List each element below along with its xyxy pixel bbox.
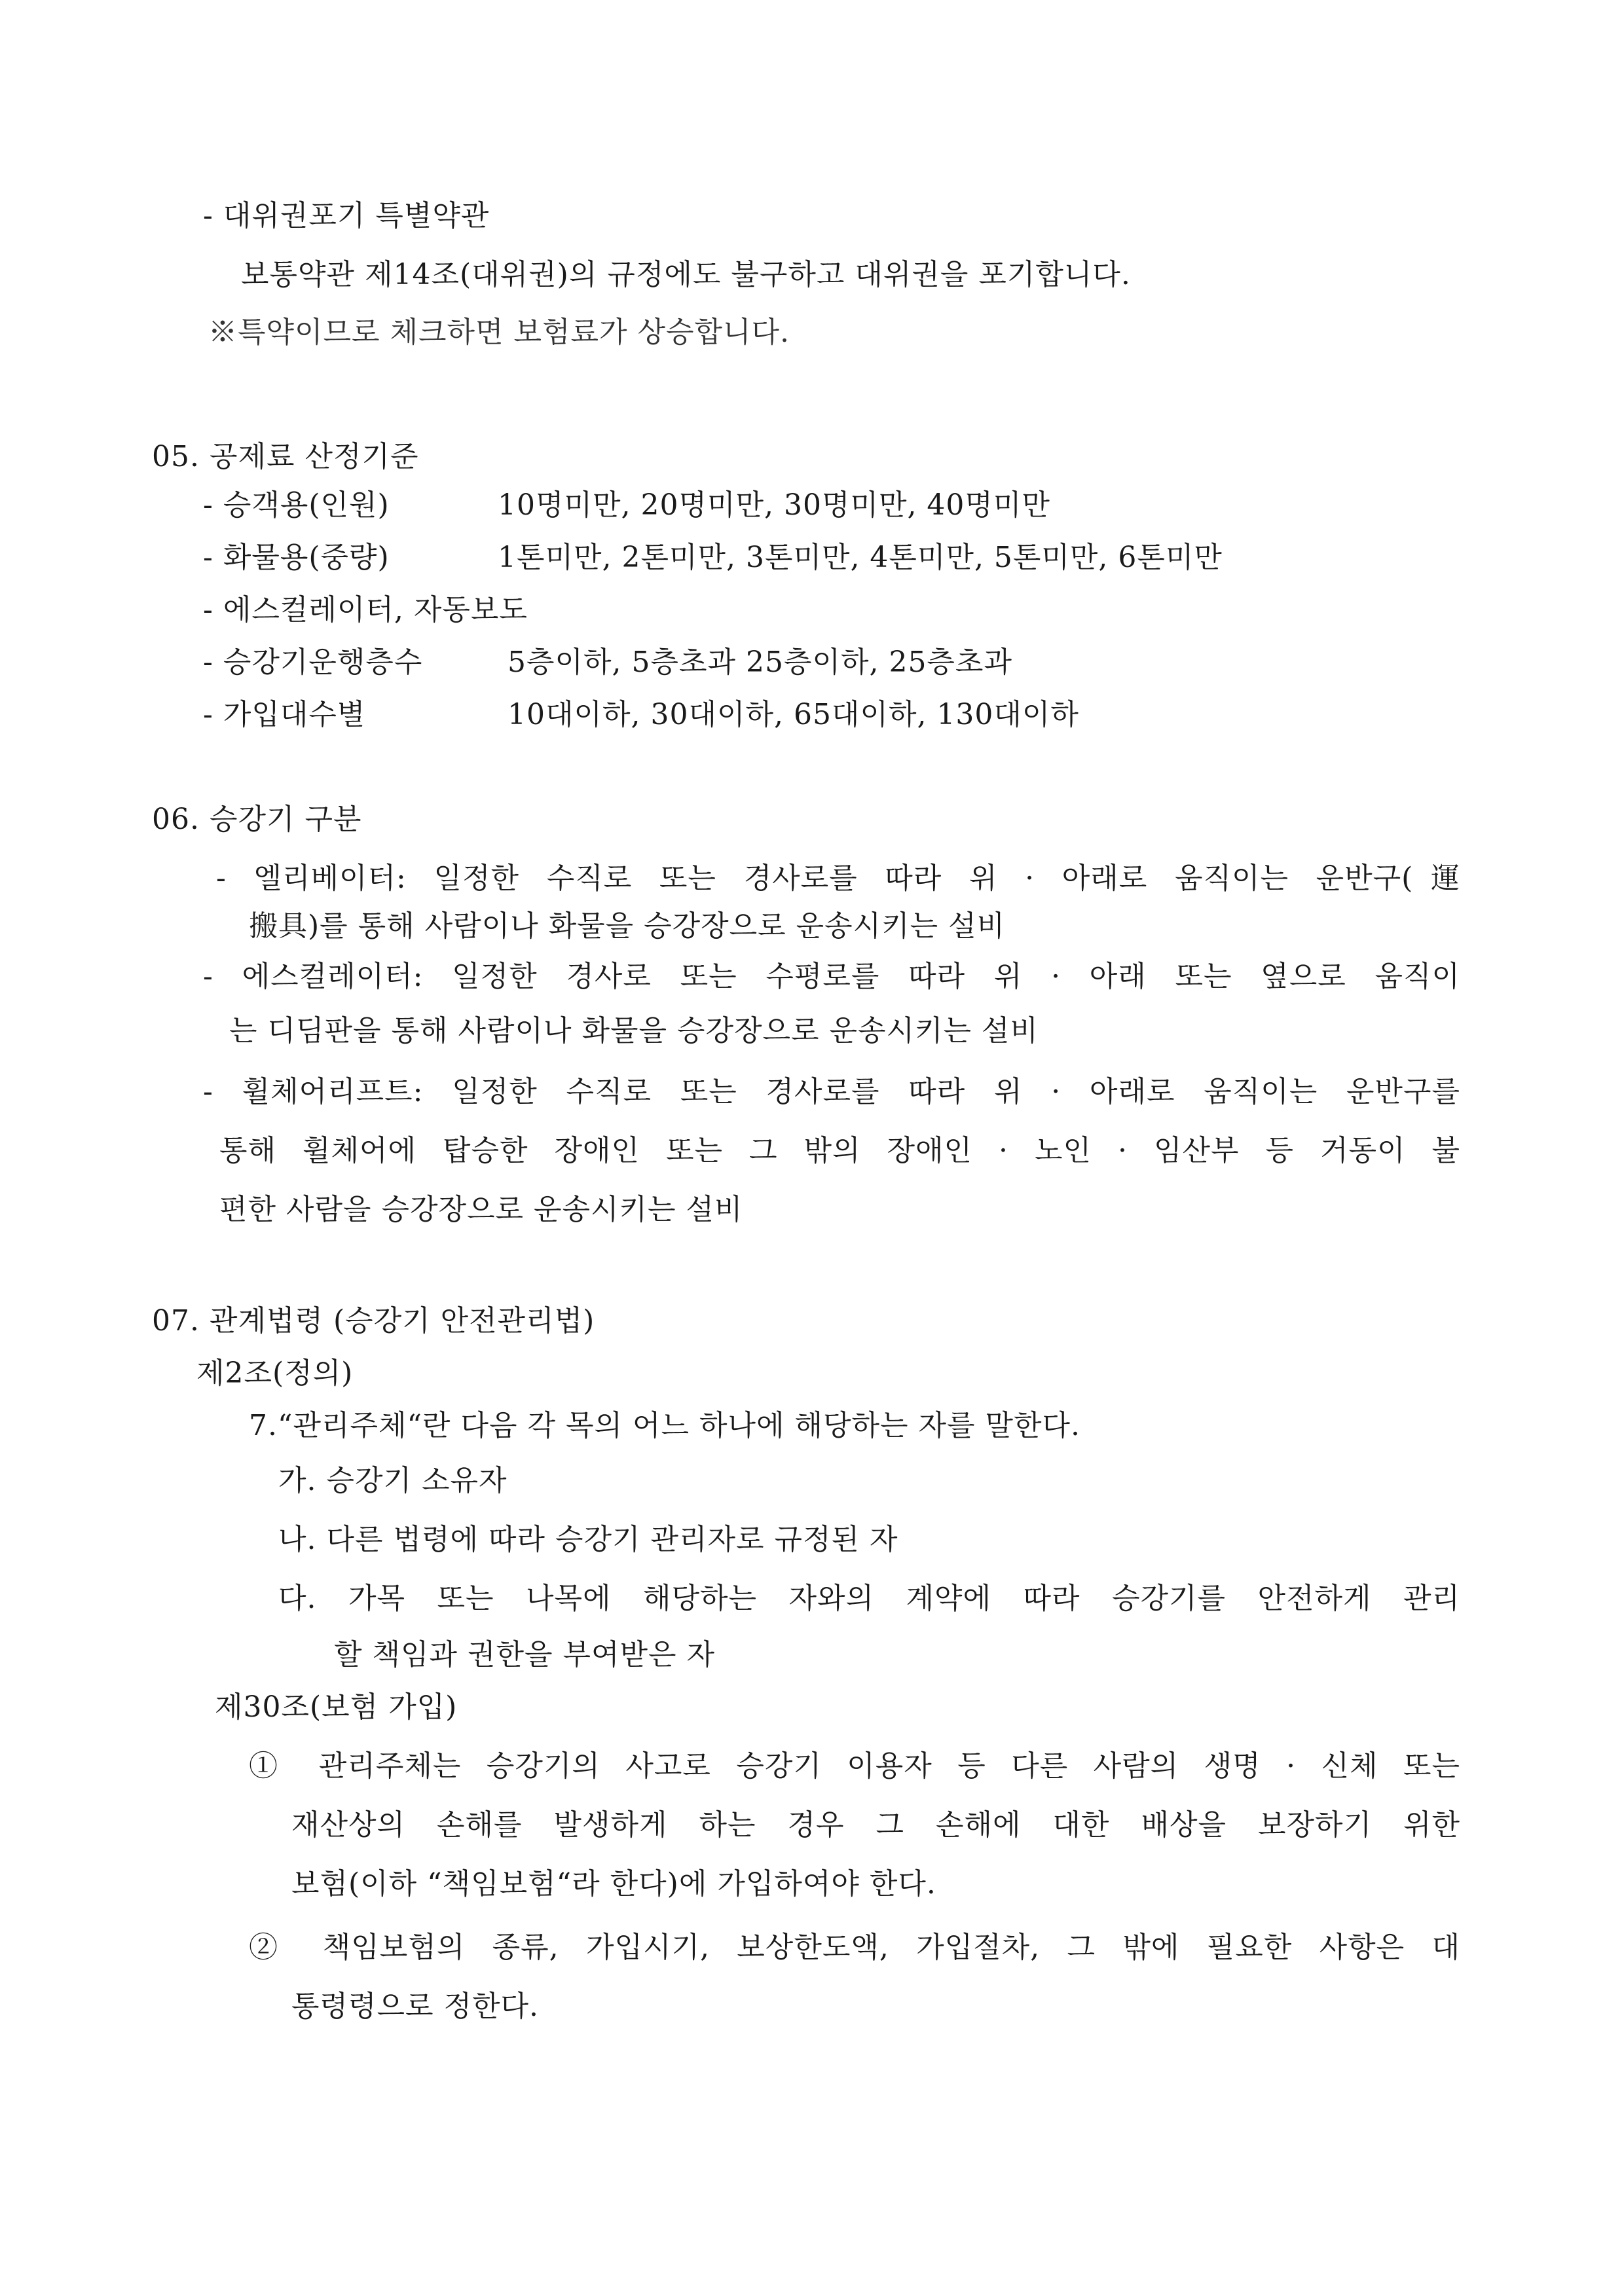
article30-paragraph-cont: 통령령으로 정한다. <box>291 1990 540 2023</box>
criteria-values: 10명미만, 20명미만, 30명미만, 40명미만 <box>498 488 1050 522</box>
criteria-label: - 화물용(중량) <box>203 541 390 574</box>
article2-clause: 7.“관리주체“란 다음 각 목의 어느 하나에 해당하는 자를 말한다. <box>249 1409 1080 1442</box>
article2-item-cont: 할 책임과 권한을 부여받은 자 <box>334 1638 715 1671</box>
criteria-values: 10대이하, 30대이하, 65대이하, 130대이하 <box>507 698 1079 731</box>
waiver-title: - 대위권포기 특별약관 <box>203 199 490 232</box>
criteria-label: - 에스컬레이터, 자동보도 <box>203 593 528 627</box>
article30-paragraph: ② 책임보험의 종류, 가입시기, 보상한도액, 가입절차, 그 밖에 필요한 사항은 대 <box>249 1931 1460 1964</box>
elevator-definition-cont: 搬具)를 통해 사람이나 화물을 승강장으로 운송시키는 설비 <box>249 909 1006 943</box>
wheelchair-lift-definition-cont: 통해 휠체어에 탑승한 장애인 또는 그 밖의 장애인 · 노인 · 임산부 등 거동이 불 <box>219 1134 1460 1167</box>
section07-heading: 07. 관계법령 (승강기 안전관리법) <box>152 1304 595 1338</box>
section06-heading: 06. 승강기 구분 <box>152 803 362 836</box>
article30-paragraph-cont: 보험(이하 “책임보험“라 한다)에 가입하여야 한다. <box>291 1867 936 1901</box>
criteria-values: 5층이하, 5층초과 25층이하, 25층초과 <box>507 646 1012 679</box>
article30-title: 제30조(보험 가입) <box>215 1690 458 1724</box>
wheelchair-lift-definition-cont: 편한 사람을 승강장으로 운송시키는 설비 <box>219 1193 743 1226</box>
criteria-label: - 가입대수별 <box>203 698 366 731</box>
section05-heading: 05. 공제료 산정기준 <box>152 440 419 473</box>
escalator-definition: - 에스컬레이터: 일정한 경사로 또는 수평로를 따라 위 · 아래 또는 옆으로 움직이 <box>203 960 1460 993</box>
article2-item: 다. 가목 또는 나목에 해당하는 자와의 계약에 따라 승강기를 안전하게 관리 <box>278 1582 1460 1615</box>
criteria-values: 1톤미만, 2톤미만, 3톤미만, 4톤미만, 5톤미만, 6톤미만 <box>498 541 1223 574</box>
article2-item: 가. 승강기 소유자 <box>278 1464 507 1497</box>
wheelchair-lift-definition: - 휠체어리프트: 일정한 수직로 또는 경사로를 따라 위 · 아래로 움직이는 운반구를 <box>203 1075 1460 1108</box>
criteria-label: - 승객용(인원) <box>203 488 390 522</box>
escalator-definition-cont: 는 디딤판을 통해 사람이나 화물을 승강장으로 운송시키는 설비 <box>229 1014 1039 1048</box>
criteria-label: - 승강기운행층수 <box>203 646 423 679</box>
article2-item: 나. 다른 법령에 따라 승강기 관리자로 규정된 자 <box>278 1523 898 1556</box>
article2-title: 제2조(정의) <box>196 1357 354 1390</box>
waiver-body: 보통약관 제14조(대위권)의 규정에도 불구하고 대위권을 포기합니다. <box>241 258 1131 291</box>
elevator-definition: - 엘리베이터: 일정한 수직로 또는 경사로를 따라 위 · 아래로 움직이는 운반구(運 <box>216 862 1460 895</box>
article30-paragraph: ① 관리주체는 승강기의 사고로 승강기 이용자 등 다른 사람의 생명 · 신체 또는 <box>249 1749 1460 1783</box>
waiver-note: ※특약이므로 체크하면 보험료가 상승합니다. <box>208 316 790 349</box>
article30-paragraph-cont: 재산상의 손해를 발생하게 하는 경우 그 손해에 대한 배상을 보장하기 위한 <box>291 1808 1460 1842</box>
